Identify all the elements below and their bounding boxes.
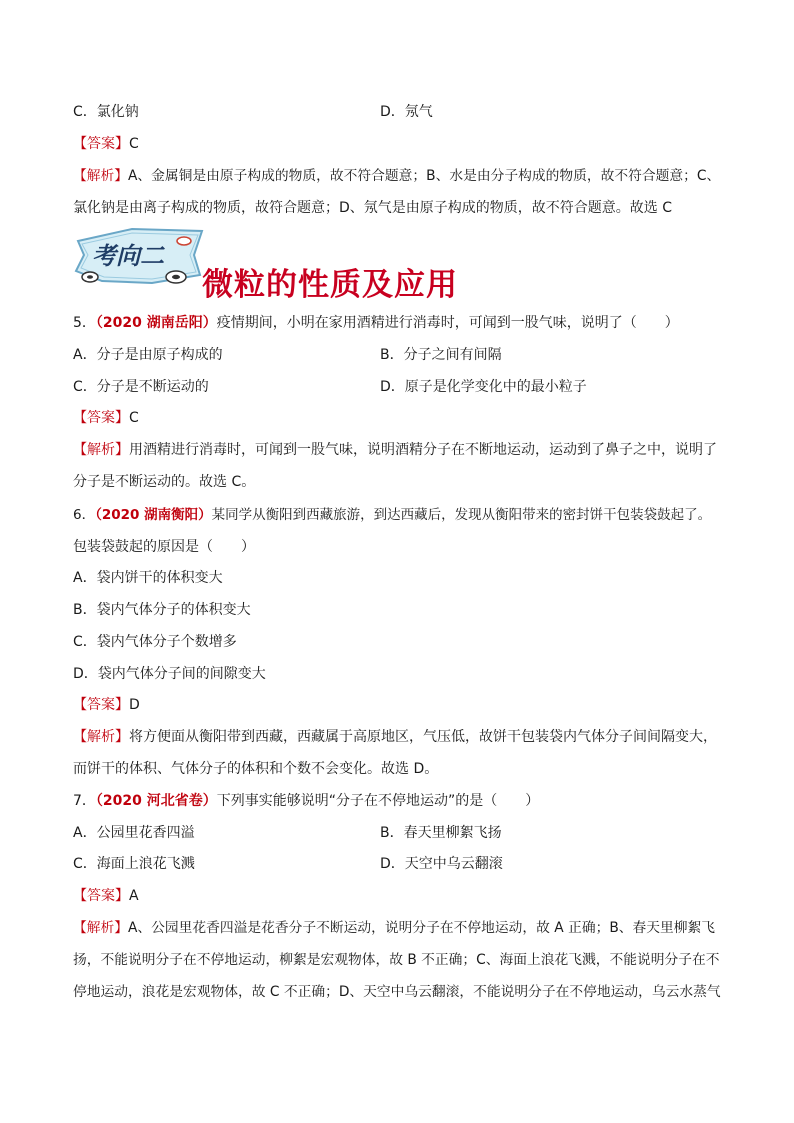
q7-option-c: C．海面上浪花飞溅 [73,856,195,872]
analysis-label: 【解析】 [73,729,129,745]
q5-answer [73,410,139,426]
answer-label: 【答案】 [73,697,129,713]
q4-analysis-line2: 氯化钠是由离子构成的物质，故符合题意；D、氖气是由原子构成的物质，故不符合题意。故选 C [73,200,673,216]
q7-analysis-line1: 【解析】A、公园里花香四溢是花香分子不断运动，说明分子在不停地运动，故 A 正确；B、春天里柳絮飞 [73,920,716,936]
q6-analysis-line2: 而饼干的体积、气体分子的体积和个数不会变化。故选 D。 [73,761,439,777]
q6-option-b: B．袋内气体分子的体积变大 [73,602,251,618]
analysis-label: 【解析】 [73,920,129,936]
q4-option-d: D．氖气 [380,104,433,120]
q4-answer [73,136,139,152]
q7-stem: 7．（2020 河北省卷）下列事实能够说明“分子在不停地运动”的是（ ） [73,793,540,809]
question-number: 5． [73,315,96,331]
question-source: （2020 湖南衡阳） [95,507,212,523]
answer-label: 【答案】 [73,410,129,426]
answer-label: 【答案】 [73,888,129,904]
q6-analysis-line1: 【解析】将方便面从衡阳带到西藏，西藏属于高原地区，气压低，故饼干包装袋内气体分子间间隔变大， [73,729,717,745]
q6-stem-line2: 包装袋鼓起的原因是（ ） [73,539,255,555]
q7-option-a: A．公园里花香四溢 [73,825,195,841]
q7-analysis-line3: 停地运动，浪花是宏观物体，故 C 不正确；D、天空中乌云翻滚，不能说明分子在不停地运动，乌云水蒸气 [73,984,721,1000]
q5-analysis-line1: 【解析】用酒精进行消毒时，可闻到一股气味，说明酒精分子在不断地运动，运动到了鼻子之中，说明了 [73,442,717,458]
answer-value: C [129,136,139,152]
answer-value: A [129,888,139,904]
section-badge-label: 考向二 [92,241,164,270]
q5-option-d: D．原子是化学变化中的最小粒子 [380,379,587,395]
q4-option-c: C．氯化钠 [73,104,139,120]
q5-stem: 5．（2020 湖南岳阳）疫情期间，小明在家用酒精进行消毒时，可闻到一股气味，说明了（ ） [73,315,679,331]
answer-label: 【答案】 [73,136,129,152]
answer-value: C [129,410,139,426]
question-source: （2020 河北省卷） [95,793,217,809]
section-title: 微粒的性质及应用 [202,267,458,303]
q7-option-b: B．春天里柳絮飞扬 [380,825,502,841]
analysis-label: 【解析】 [73,168,129,184]
q5-analysis-line2: 分子是不断运动的。故选 C。 [73,474,256,490]
q7-answer [73,888,139,904]
analysis-label: 【解析】 [73,442,129,458]
q7-analysis-line2: 扬，不能说明分子在不停地运动，柳絮是宏观物体，故 B 不正确；C、海面上浪花飞溅，不能说明分子在不 [73,952,720,968]
question-source: （2020 湖南岳阳） [95,315,217,331]
question-number: 6． [73,507,96,523]
q7-option-d: D．天空中乌云翻滚 [380,856,503,872]
answer-value: D [129,697,140,713]
q6-option-d: D．袋内气体分子间的间隙变大 [73,666,266,682]
q5-option-a: A．分子是由原子构成的 [73,347,223,363]
q5-option-b: B．分子之间有间隔 [380,347,502,363]
q5-option-c: C．分子是不断运动的 [73,379,209,395]
q6-option-c: C．袋内气体分子个数增多 [73,634,237,650]
q4-analysis-line1: 【解析】A、金属铜是由原子构成的物质，故不符合题意；B、水是由分子构成的物质，故不符合题意；C、 [73,168,721,184]
q6-answer [73,697,140,713]
q6-stem: 6．（2020 湖南衡阳）某同学从衡阳到西藏旅游，到达西藏后，发现从衡阳带来的密封饼干包装袋鼓起了。 [73,507,712,523]
q6-option-a: A．袋内饼干的体积变大 [73,570,223,586]
question-number: 7． [73,793,96,809]
